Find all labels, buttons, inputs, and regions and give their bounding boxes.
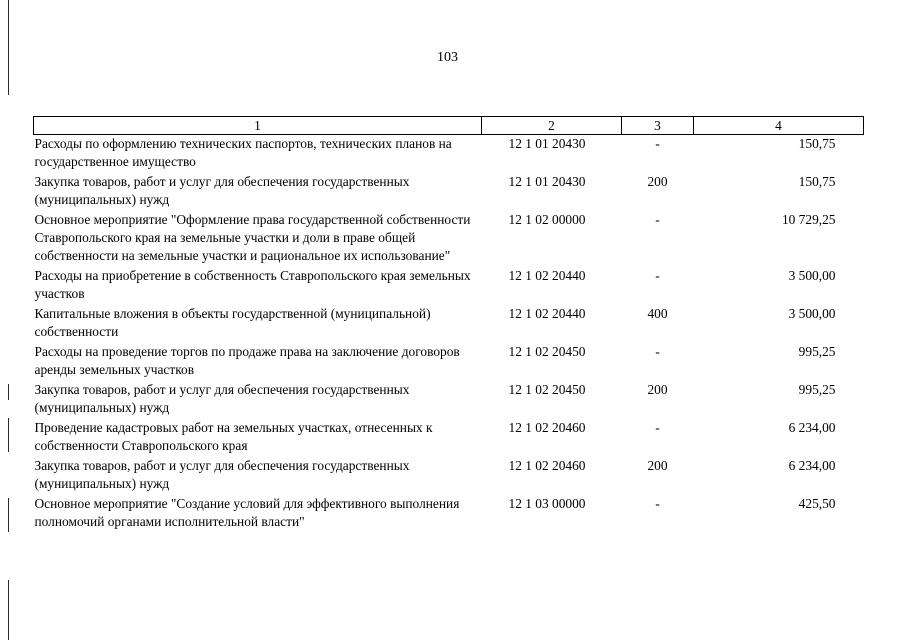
- budget-code: 12 1 02 20450: [508, 344, 586, 359]
- budget-code: 12 1 02 20440: [508, 306, 586, 321]
- expense-type: -: [655, 268, 660, 283]
- budget-code: 12 1 03 00000: [508, 496, 586, 511]
- expense-name: Закупка товаров, работ и услуг для обеспечения государственных (муниципальных) нужд: [34, 458, 410, 491]
- column-header-1: 1: [34, 117, 482, 135]
- expense-type: -: [655, 420, 660, 435]
- scan-margin-line: [8, 418, 9, 452]
- column-header-4: 4: [694, 117, 864, 135]
- amount: 150,75: [798, 136, 836, 151]
- budget-code: 12 1 02 20460: [508, 420, 586, 435]
- expense-name: Основное мероприятие "Создание условий для эффективного выполнения полномочий органами исполнительной власти": [34, 496, 460, 529]
- table-row: [34, 173, 864, 211]
- amount: 995,25: [798, 382, 836, 397]
- table-row: [34, 267, 864, 305]
- budget-code: 12 1 01 20430: [508, 174, 586, 189]
- amount: 150,75: [798, 174, 836, 189]
- budget-table: [33, 116, 864, 533]
- amount: 3 500,00: [788, 268, 836, 283]
- header-row: [34, 117, 864, 135]
- scan-margin-line: [8, 0, 9, 95]
- scan-margin-line: [8, 498, 9, 532]
- expense-type: 200: [647, 458, 668, 473]
- table-row: [34, 135, 864, 174]
- expense-type: 200: [647, 382, 668, 397]
- amount: 6 234,00: [788, 420, 836, 435]
- expense-type: -: [655, 136, 660, 151]
- table-row: [34, 343, 864, 381]
- amount: 3 500,00: [788, 306, 836, 321]
- expense-type: 400: [647, 306, 668, 321]
- expense-type: -: [655, 496, 660, 511]
- budget-code: 12 1 01 20430: [508, 136, 586, 151]
- expense-name: Расходы на проведение торгов по продаже права на заключение договоров аренды земельных участков: [34, 344, 460, 377]
- budget-code: 12 1 02 00000: [508, 212, 586, 227]
- expense-name: Основное мероприятие "Оформление права государственной собственности Ставропольского края на земельные участки и доли в праве общей собственности на земельные участки и рациональное их использование": [34, 212, 471, 263]
- amount: 995,25: [798, 344, 836, 359]
- scan-margin-line: [8, 580, 9, 640]
- scan-margin-line: [8, 384, 9, 400]
- expense-type: 200: [647, 174, 668, 189]
- amount: 10 729,25: [781, 212, 836, 227]
- column-header-2: 2: [482, 117, 622, 135]
- amount: 6 234,00: [788, 458, 836, 473]
- expense-name: Капитальные вложения в объекты государственной (муниципальной) собственности: [34, 306, 431, 339]
- table-row: [34, 419, 864, 457]
- page-number: 103: [437, 50, 458, 65]
- column-header-3: 3: [622, 117, 694, 135]
- budget-code: 12 1 02 20450: [508, 382, 586, 397]
- expense-name: Закупка товаров, работ и услуг для обеспечения государственных (муниципальных) нужд: [34, 174, 410, 207]
- expense-type: -: [655, 212, 660, 227]
- expense-name: Расходы по оформлению технических паспортов, технических планов на государственное имущество: [34, 136, 452, 169]
- table-row: [34, 305, 864, 343]
- expense-name: Проведение кадастровых работ на земельных участках, отнесенных к собственности Ставропольского края: [34, 420, 433, 453]
- table-row: [34, 495, 864, 533]
- expense-name: Закупка товаров, работ и услуг для обеспечения государственных (муниципальных) нужд: [34, 382, 410, 415]
- table-row: [34, 457, 864, 495]
- expense-type: -: [655, 344, 660, 359]
- budget-code: 12 1 02 20460: [508, 458, 586, 473]
- table-row: [34, 211, 864, 267]
- budget-code: 12 1 02 20440: [508, 268, 586, 283]
- expense-name: Расходы на приобретение в собственность Ставропольского края земельных участков: [34, 268, 471, 301]
- amount: 425,50: [798, 496, 836, 511]
- table-row: [34, 381, 864, 419]
